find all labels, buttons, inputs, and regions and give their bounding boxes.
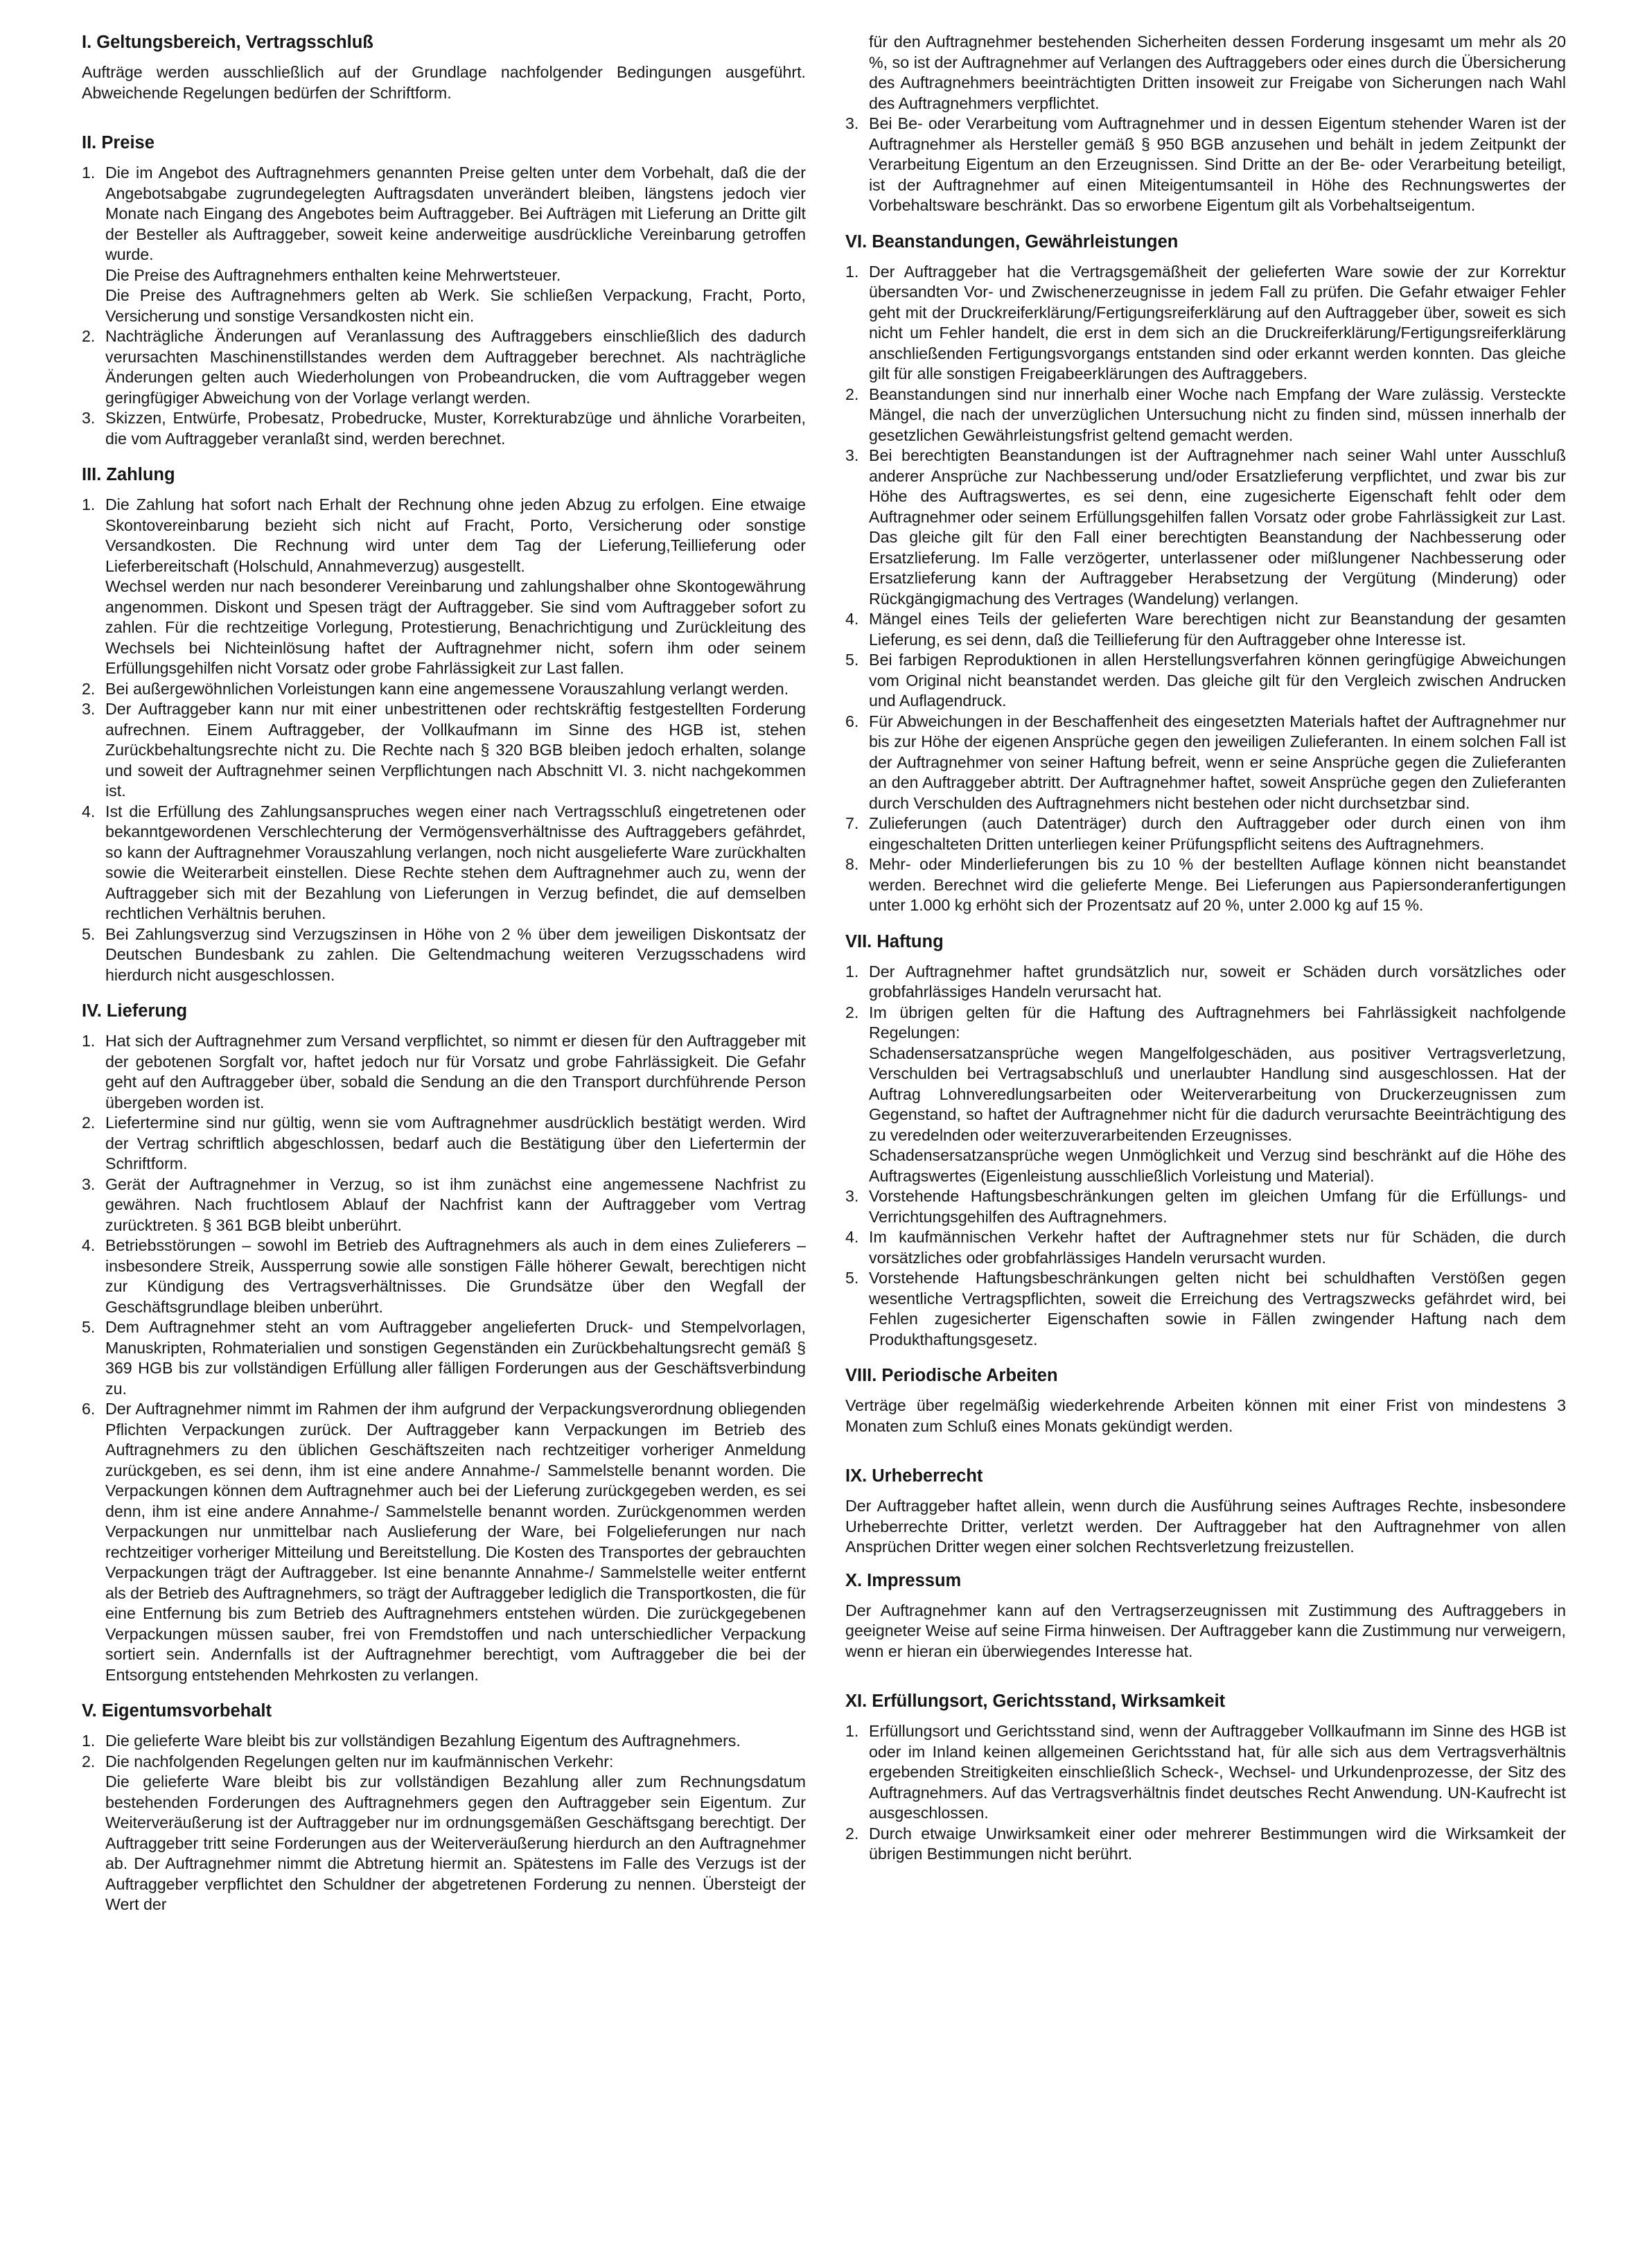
clause-list	[82, 495, 806, 985]
clause-number: 1.	[845, 962, 859, 981]
clause-list	[82, 1731, 806, 1915]
clause-item	[845, 962, 1566, 1003]
clause-number: 4.	[82, 1236, 96, 1254]
paragraph: Verträge über regelmäßig wiederkehrende Arbeiten können mit einer Frist von mindestens 3 Monaten zum Schluß eines Monats gekündigt werden.	[845, 1396, 1566, 1435]
clause-item	[845, 1186, 1566, 1227]
clause-text: Bei farbigen Reproduktionen in allen Herstellungsverfahren können geringfügige Abweichungen vom Original nicht beanstandet werden. Das gleiche gilt für den Vergleich zwischen Andrucken und Auflagendruck.	[869, 651, 1566, 710]
clause-number: 3.	[82, 409, 96, 427]
clause-item	[845, 609, 1566, 650]
paragraph: Der Auftragnehmer kann auf den Vertragserzeugnissen mit Zustimmung des Auftraggebers in geeigneter Weise auf seine Firma hinweisen. Der Auftraggeber kann die Zustimmung nur verweigern, wenn er hieran ein überwiegendes Interesse hat.	[845, 1601, 1566, 1660]
clause-item	[845, 446, 1566, 609]
clause-item	[845, 1003, 1566, 1187]
clause-number: 2.	[82, 679, 96, 698]
section-lieferung	[82, 1001, 806, 1685]
clause-item	[82, 1236, 806, 1317]
clause-text: Schadensersatzansprüche wegen Unmöglichkeit und Verzug sind beschränkt auf die Höhe des Auftragswertes (Eigenleistung ausschließlich Vorleistung und Material).	[869, 1146, 1566, 1185]
section-periodische-arbeiten	[845, 1365, 1566, 1436]
section-heading: IV. Lieferung	[82, 1001, 188, 1021]
clause-text: Der Auftraggeber hat die Vertragsgemäßheit der gelieferten Ware sowie der zur Korrektur übersandten Vor- und Zwischenerzeugnisse in jedem Fall zu prüfen. Die Gefahr etwaiger Fehler geht mit der Druckreiferklärung/Fertigungsreiferklärung auf den Auftraggeber über, soweit es sich nicht um Fehler handelt, die erst in dem sich an die Druckreiferklärung/Fertigungsreiferklärung anschließenden Fertigungsvorgangs entstanden sind oder erkannt werden konnten. Das gleiche gilt für alle sonstigen Freigabeerklärungen des Auftraggebers.	[869, 262, 1566, 383]
clause-item	[845, 385, 1566, 446]
clause-text: Der Auftragnehmer nimmt im Rahmen der ihm aufgrund der Verpackungsverordnung obliegenden Pflichten Verpackungen zurück. Der Auftraggeber kann Verpackungen im Betrieb des Auftragnehmers zu den üblichen Geschäftszeiten nach rechtzeitiger vorheriger Anmeldung zurückgeben, es sei denn, ihm ist eine andere Annahme-/ Sammelstelle benannt worden. Die Verpackungen können dem Auftragnehmer auch bei der Lieferung zurückgegeben werden, es sei denn, ihm ist eine andere Annahme-/ Sammelstelle benannt worden. Zurückgenommen werden Verpackungen nur unmittelbar nach Auslieferung der Ware, bei Folgelieferungen nur nach rechtzeitiger vorheriger Mitteilung und Bereitstellung. Die Kosten des Transportes der gebrauchten Verpackungen trägt der Auftraggeber. Ist eine benannte Annahme-/ Sammelstelle weiter entfernt als der Betrieb des Auftragnehmers, so trägt der Auftraggeber lediglich die Transportkosten, die für eine Entfernung bis zum Betrieb des Auftragnehmers entstehen würden. Die zurückgegebenen Verpackungen müssen sauber, frei von Fremdstoffen und nach unterschiedlicher Verpackung sortiert sein. Andernfalls ist der Auftragnehmer berechtigt, vom Auftraggeber die bei der Entsorgung entstehenden Mehrkosten zu verlangen.	[105, 1400, 806, 1684]
clause-number: 5.	[845, 651, 859, 669]
clause-number: 2.	[82, 1752, 96, 1770]
section-heading: VIII. Periodische Arbeiten	[845, 1366, 1058, 1385]
clause-item	[845, 262, 1566, 385]
section-heading: I. Geltungsbereich, Vertragsschluß	[82, 33, 373, 52]
clause-number: 1.	[845, 262, 859, 281]
clause-number: 4.	[82, 802, 96, 820]
clause-number: 1.	[82, 1032, 96, 1050]
clause-number: 3.	[845, 1187, 859, 1205]
section-impressum	[845, 1570, 1566, 1662]
clause-list	[845, 32, 1566, 216]
clause-item	[82, 1317, 806, 1399]
clause-item	[845, 114, 1566, 216]
clause-number: 6.	[82, 1400, 96, 1418]
clause-item	[82, 1113, 806, 1175]
section-erfuellungsort	[845, 1691, 1566, 1865]
clause-text: Die Preise des Auftragnehmers enthalten keine Mehrwertsteuer.	[105, 265, 561, 284]
section-geltungsbereich	[82, 32, 806, 103]
clause-number: 3.	[845, 114, 859, 132]
clause-text: Gerät der Auftragnehmer in Verzug, so ist ihm zunächst eine angemessene Nachfrist zu gewähren. Nach fruchtlosem Ablauf der Nachfrist kann der Auftraggeber vom Vertrag zurücktreten. § 361 BGB bleibt unberührt.	[105, 1175, 806, 1234]
clause-text: Für Abweichungen in der Beschaffenheit des eingesetzten Materials haftet der Auftragnehmer nur bis zur Höhe der eigenen Ansprüche gegen den jeweiligen Zulieferanten. In einem solchen Fall ist der Auftragnehmer von seiner Haftung befreit, wenn er seine Ansprüche gegen die Zulieferanten an den Auftraggeber abtritt. Der Auftragnehmer haftet, soweit Ansprüche gegen den Zulieferanten durch Verschulden des Auftragnehmers nicht bestehen oder nicht durchsetzbar sind.	[869, 712, 1566, 812]
clause-text: Ist die Erfüllung des Zahlungsanspruches wegen einer nach Vertragsschluß eingetretenen oder bekanntgewordenen Verschlechterung der Vermögensverhältnisse des Auftraggebers gefährdet, so kann der Auftragnehmer Vorauszahlung verlangen, noch nicht ausgelieferte Ware zurückhalten sowie die Weiterarbeit einstellen. Diese Rechte stehen dem Auftragnehmer auch zu, wenn der Auftraggeber sich mit der Bezahlung von Lieferungen in Verzug befindet, die auf demselben rechtlichen Verhältnis beruhen.	[105, 802, 806, 922]
clause-number: 2.	[845, 1003, 859, 1021]
clause-text: Durch etwaige Unwirksamkeit einer oder mehrerer Bestimmungen wird die Wirksamkeit der übrigen Bestimmungen nicht berührt.	[869, 1824, 1566, 1863]
clause-number: 8.	[845, 855, 859, 873]
section-heading: II. Preise	[82, 133, 155, 152]
clause-item	[82, 408, 806, 449]
clause-text: Die Zahlung hat sofort nach Erhalt der Rechnung ohne jeden Abzug zu erfolgen. Eine etwaige Skontovereinbarung bezieht sich nicht auf Fracht, Porto, Versicherung oder sonstige Versandkosten. Die Rechnung wird unter dem Tag der Lieferung,Teillieferung oder Lieferbereitschaft (Holschuld, Annahmeverzug) ausgestellt.	[105, 495, 806, 575]
clause-number: 2.	[845, 385, 859, 403]
clause-item-continued	[845, 32, 1566, 114]
clause-number: 2.	[82, 1114, 96, 1132]
section-heading: V. Eigentumsvorbehalt	[82, 1701, 272, 1721]
clause-item	[845, 1824, 1566, 1865]
section-zahlung	[82, 464, 806, 985]
clause-text: Betriebsstörungen – sowohl im Betrieb des Auftragnehmers als auch in dem eines Zulieferers – insbesondere Streik, Aussperrung sowie alle sonstigen Fälle höherer Gewalt, berechtigen nicht zur Kündigung des Vertragsverhältnisses. Die Grundsätze über den Wegfall der Geschäftsgrundlage bleiben unberührt.	[105, 1236, 806, 1316]
clause-text: Bei Be- oder Verarbeitung vom Auftragnehmer und in dessen Eigentum stehender Waren ist der Auftragnehmer als Hersteller gemäß § 950 BGB anzusehen und behält in jedem Zeitpunkt der Verarbeitung Eigentum an den Erzeugnissen. Sind Dritte an der Be- oder Verarbeitung beteiligt, ist der Auftragnehmer auf einen Miteigentumsanteil in Höhe des Rechnungswertes der Vorbehaltsware beschränkt. Das so erworbene Eigentum gilt als Vorbehaltseigentum.	[869, 114, 1566, 214]
clause-list	[845, 962, 1566, 1351]
clause-text: Im übrigen gelten für die Haftung des Auftragnehmers bei Fahrlässigkeit nachfolgende Regelungen:	[869, 1003, 1566, 1041]
clause-item	[845, 814, 1566, 854]
clause-number: 1.	[845, 1722, 859, 1740]
clause-item	[82, 1399, 806, 1685]
clause-item	[82, 495, 806, 679]
section-heading: III. Zahlung	[82, 465, 175, 484]
section-preise	[82, 132, 806, 449]
clause-number: 7.	[845, 814, 859, 832]
clause-number: 3.	[82, 1175, 96, 1193]
clause-item	[82, 1031, 806, 1113]
clause-number: 1.	[82, 164, 96, 182]
clause-text: Liefertermine sind nur gültig, wenn sie vom Auftragnehmer ausdrücklich bestätigt werden. Wird der Vertrag schriftlich abgeschlossen, bedarf auch die Bestätigung über den Liefertermin der Schriftform.	[105, 1114, 806, 1172]
clause-number: 3.	[82, 700, 96, 718]
clause-text: Schadensersatzansprüche wegen Mangelfolgeschäden, aus positiver Vertragsverletzung, Verschulden bei Vertragsabschluß und unerlaubter Handlung sind ausgeschlossen. Hat der Auftrag Lohnveredlungsarbeiten oder Weiterverarbeitung von Druckerzeugnissen zum Gegenstand, so haftet der Auftragnehmer nicht für die dadurch verursachte Beeinträchtigung des zu veredelnden oder weiterzuverarbeitenden Erzeugnisses.	[869, 1044, 1566, 1144]
clause-number: 3.	[845, 446, 859, 464]
clause-text: Der Auftraggeber kann nur mit einer unbestrittenen oder rechtskräftig festgestellten Forderung aufrechnen. Einem Auftraggeber, der Vollkaufmann im Sinne des HGB ist, stehen Zurückbehaltungsrechte nicht zu. Die Rechte nach § 320 BGB bleiben jedoch erhalten, solange und soweit der Auftragnehmer seinen Verpflichtungen nach Abschnitt VI. 3. nicht nachgekommen ist.	[105, 700, 806, 800]
clause-text: Dem Auftragnehmer steht an vom Auftraggeber angelieferten Druck- und Stempelvorlagen, Manuskripten, Rohmaterialien und sonstigen Gegenständen ein Zurückbehaltungsrecht gemäß § 369 HGB bis zur vollständigen Erfüllung aller fälligen Forderungen aus der Geschäftsverbindung zu.	[105, 1318, 806, 1398]
clause-number: 5.	[82, 924, 96, 943]
clause-item	[82, 163, 806, 326]
clause-text: Mehr- oder Minderlieferungen bis zu 10 % der bestellten Auflage können nicht beanstandet werden. Berechnet wird die gelieferte Menge. Bei Lieferungen aus Papiersonderanfertigungen unter 1.000 kg erhöht sich der Prozentsatz auf 20 %, unter 2.000 kg auf 15 %.	[869, 855, 1566, 914]
clause-text: Bei außergewöhnlichen Vorleistungen kann eine angemessene Vorauszahlung verlangt werden.	[105, 679, 789, 698]
clause-item	[82, 1175, 806, 1236]
clause-text: Der Auftragnehmer haftet grundsätzlich nur, soweit er Schäden durch vorsätzliches oder grobfahrlässiges Handeln verursacht hat.	[869, 962, 1566, 1001]
clause-item	[82, 699, 806, 802]
clause-item	[82, 802, 806, 924]
clause-text: Bei Zahlungsverzug sind Verzugszinsen in Höhe von 2 % über dem jeweiligen Diskontsatz der Deutschen Bundesbank zu zahlen. Die Geltendmachung weiteren Verzugsschadens wird hierdurch nicht ausgeschlossen.	[105, 924, 806, 984]
clause-text: Bei berechtigten Beanstandungen ist der Auftragnehmer nach seiner Wahl unter Ausschluß anderer Ansprüche zur Nachbesserung und/oder Ersatzlieferung verpflichtet, und zwar bis zur Höhe des Auftragswertes, es sei denn, eine zugesicherte Eigenschaft fehlt oder dem Auftragnehmer oder seinem Erfüllungsgehilfen fallen Vorsatz oder grobe Fahrlässigkeit zur Last. Das gleiche gilt für den Fall einer berechtigten Beanstandung der Nachbesserung oder Ersatzlieferung. Im Falle verzögerter, unterlassener oder mißlungener Nachbesserung oder Ersatzlieferung kann der Auftraggeber Herabsetzung der Vergütung (Minderung) oder Rückgängigmachung des Vertrages (Wandelung) verlangen.	[869, 446, 1566, 608]
paragraph: Der Auftraggeber haftet allein, wenn durch die Ausführung seines Auftrages Rechte, insbesondere Urheberrechte Dritter, verletzt werden. Der Auftraggeber hat den Auftragnehmer von allen Ansprüchen Dritter wegen einer solchen Rechtsverletzung freizustellen.	[845, 1497, 1566, 1556]
clause-number: 1.	[82, 495, 96, 513]
left-column	[82, 32, 806, 1931]
clause-text: Die gelieferte Ware bleibt bis zur vollständigen Bezahlung aller zum Rechnungsdatum bestehenden Forderungen des Auftragnehmers gegen den Auftraggeber sein Eigentum. Zur Weiterveräußerung ist der Auftraggeber nur im ordnungsgemäßen Geschäftsgang berechtigt. Der Auftraggeber tritt seine Forderungen aus der Weiterveräußerung hierdurch an den Auftragnehmer ab. Der Auftragnehmer nimmt die Abtretung hiermit an. Spätestens im Falle des Verzugs ist der Auftraggeber verpflichtet den Schuldner der abgetretenen Forderung zu nennen. Übersteigt der Wert der	[105, 1773, 806, 1913]
clause-list	[845, 262, 1566, 916]
clause-text: Mängel eines Teils der gelieferten Ware berechtigen nicht zur Beanstandung der gesamten Lieferung, es sei denn, daß die Teillieferung für den Auftraggeber ohne Interesse ist.	[869, 610, 1566, 649]
clause-text: Vorstehende Haftungsbeschränkungen gelten nicht bei schuldhaften Verstößen gegen wesentliche Vertragspflichten, soweit die Erreichung des Vertragszwecks gefährdet wird, bei Fehlen zugesicherter Eigenschaften sowie in Fällen zwingender Haftung nach dem Produkthaftungsgesetz.	[869, 1269, 1566, 1348]
clause-number: 2.	[82, 327, 96, 345]
section-heading: IX. Urheberrecht	[845, 1466, 983, 1486]
clause-item	[82, 679, 806, 700]
clause-text: für den Auftragnehmer bestehenden Sicherheiten dessen Forderung insgesamt um mehr als 20 %, so ist der Auftragnehmer auf Verlangen des Auftraggebers oder eines durch die Übersicherung des Auftragnehmers beeinträchtigten Dritten insoweit zur Freigabe von Sicherungen nach Wahl des Auftragnehmers verpflichtet.	[869, 33, 1566, 112]
clause-list	[82, 1031, 806, 1685]
clause-text: Erfüllungsort und Gerichtsstand sind, wenn der Auftraggeber Vollkaufmann im Sinne des HGB ist oder im Inland keinen allgemeinen Gerichtsstand hat, für alle sich aus dem Vertragsverhältnis ergebenden Streitigkeiten einschließlich Scheck-, Wechsel- und Urkundenprozesse, der Sitz des Auftragnehmers. Auf das Vertragsverhältnis findet deutsches Recht Anwendung. UN-Kaufrecht ist ausgeschlossen.	[869, 1722, 1566, 1822]
clause-list	[845, 1721, 1566, 1865]
clause-number: 2.	[845, 1824, 859, 1843]
section-heading: X. Impressum	[845, 1570, 962, 1590]
section-heading: VI. Beanstandungen, Gewährleistungen	[845, 231, 1179, 252]
section-urheberrecht	[845, 1466, 1566, 1558]
clause-item	[845, 712, 1566, 814]
clause-number: 4.	[845, 1228, 859, 1246]
clause-text: Die nachfolgenden Regelungen gelten nur im kaufmännischen Verkehr:	[105, 1752, 614, 1770]
clause-text: Zulieferungen (auch Datenträger) durch den Auftraggeber oder durch einen von ihm eingeschalteten Dritten unterliegen keiner Prüfungspflicht seitens des Auftragnehmers.	[869, 814, 1566, 853]
clause-text: Beanstandungen sind nur innerhalb einer Woche nach Empfang der Ware zulässig. Versteckte Mängel, die nach der unverzüglichen Untersuchung nicht zu finden sind, müssen innerhalb der gesetzlichen Gewährleistungsfrist geltend gemacht werden.	[869, 385, 1566, 444]
clause-text: Nachträgliche Änderungen auf Veranlassung des Auftraggebers einschließlich des dadurch verursachten Maschinenstillstandes werden dem Auftraggeber berechnet. Als nachträgliche Änderungen gelten auch Wiederholungen von Probeandrucken, die vom Auftraggeber wegen geringfügiger Abweichung von der Vorlage verlangt werden.	[105, 327, 806, 407]
paragraph: Aufträge werden ausschließlich auf der Grundlage nachfolgender Bedingungen ausgeführt. Abweichende Regelungen bedürfen der Schriftform.	[82, 63, 806, 102]
clause-text: Die Preise des Auftragnehmers gelten ab Werk. Sie schließen Verpackung, Fracht, Porto, Versicherung und sonstige Versandkosten nicht ein.	[105, 286, 806, 325]
clause-item	[845, 1268, 1566, 1350]
clause-item	[845, 1721, 1566, 1824]
clause-number: 6.	[845, 712, 859, 730]
clause-text: Wechsel werden nur nach besonderer Vereinbarung und zahlungshalber ohne Skontogewährung angenommen. Diskont und Spesen trägt der Auftraggeber. Sie sind vom Auftraggeber sofort zu zahlen. Für die rechtzeitige Vorlegung, Protestierung, Benachrichtigung und Zurückleitung des Wechsels bei Nichteinlösung haftet der Auftragnehmer nicht, sofern ihm oder seinem Erfüllungsgehilfen nicht Vorsatz oder grobe Fahrlässigkeit zur Last fallen.	[105, 577, 806, 677]
clause-number: 5.	[845, 1269, 859, 1287]
clause-number: 4.	[845, 610, 859, 628]
clause-item	[845, 1227, 1566, 1268]
clause-list	[82, 163, 806, 449]
clause-item	[845, 854, 1566, 916]
section-eigentumsvorbehalt	[82, 1700, 806, 1915]
clause-text: Die gelieferte Ware bleibt bis zur vollständigen Bezahlung Eigentum des Auftragnehmers.	[105, 1732, 741, 1750]
section-heading: XI. Erfüllungsort, Gerichtsstand, Wirksamkeit	[845, 1691, 1226, 1711]
section-haftung	[845, 931, 1566, 1351]
clause-item	[82, 326, 806, 408]
clause-number: 5.	[82, 1318, 96, 1336]
clause-text: Im kaufmännischen Verkehr haftet der Auftragnehmer stets nur für Schäden, die durch vorsätzliches oder grobfahrlässiges Handeln verursacht wurden.	[869, 1228, 1566, 1267]
section-eigentumsvorbehalt-continued	[845, 32, 1566, 216]
clause-item	[82, 924, 806, 986]
clause-item	[845, 650, 1566, 712]
clause-item	[82, 1752, 806, 1915]
section-beanstandungen	[845, 231, 1566, 916]
clause-item	[82, 1731, 806, 1752]
clause-text: Skizzen, Entwürfe, Probesatz, Probedrucke, Muster, Korrekturabzüge und ähnliche Vorarbeiten, die vom Auftraggeber veranlaßt sind, werden berechnet.	[105, 409, 806, 448]
clause-text: Hat sich der Auftragnehmer zum Versand verpflichtet, so nimmt er diesen für den Auftraggeber mit der gebotenen Sorgfalt vor, haftet jedoch nur für Vorsatz und grobe Fahrlässigkeit. Die Gefahr geht auf den Auftraggeber über, sobald die Sendung an die den Transport durchführende Person übergeben worden ist.	[105, 1032, 806, 1111]
clause-text: Die im Angebot des Auftragnehmers genannten Preise gelten unter dem Vorbehalt, daß die der Angebotsabgabe zugrundegelegten Auftragsdaten unverändert bleiben, längstens jedoch vier Monate nach Eingang des Angebotes beim Auftraggeber. Bei Aufträgen mit Lieferung an Dritte gilt der Besteller als Auftraggeber, soweit keine anderweitige ausdrückliche Vereinbarung getroffen wurde.	[105, 164, 806, 263]
clause-number: 1.	[82, 1732, 96, 1750]
right-column	[845, 32, 1566, 1880]
section-heading: VII. Haftung	[845, 931, 944, 951]
clause-text: Vorstehende Haftungsbeschränkungen gelten im gleichen Umfang für die Erfüllungs- und Verrichtungsgehilfen des Auftragnehmers.	[869, 1187, 1566, 1226]
